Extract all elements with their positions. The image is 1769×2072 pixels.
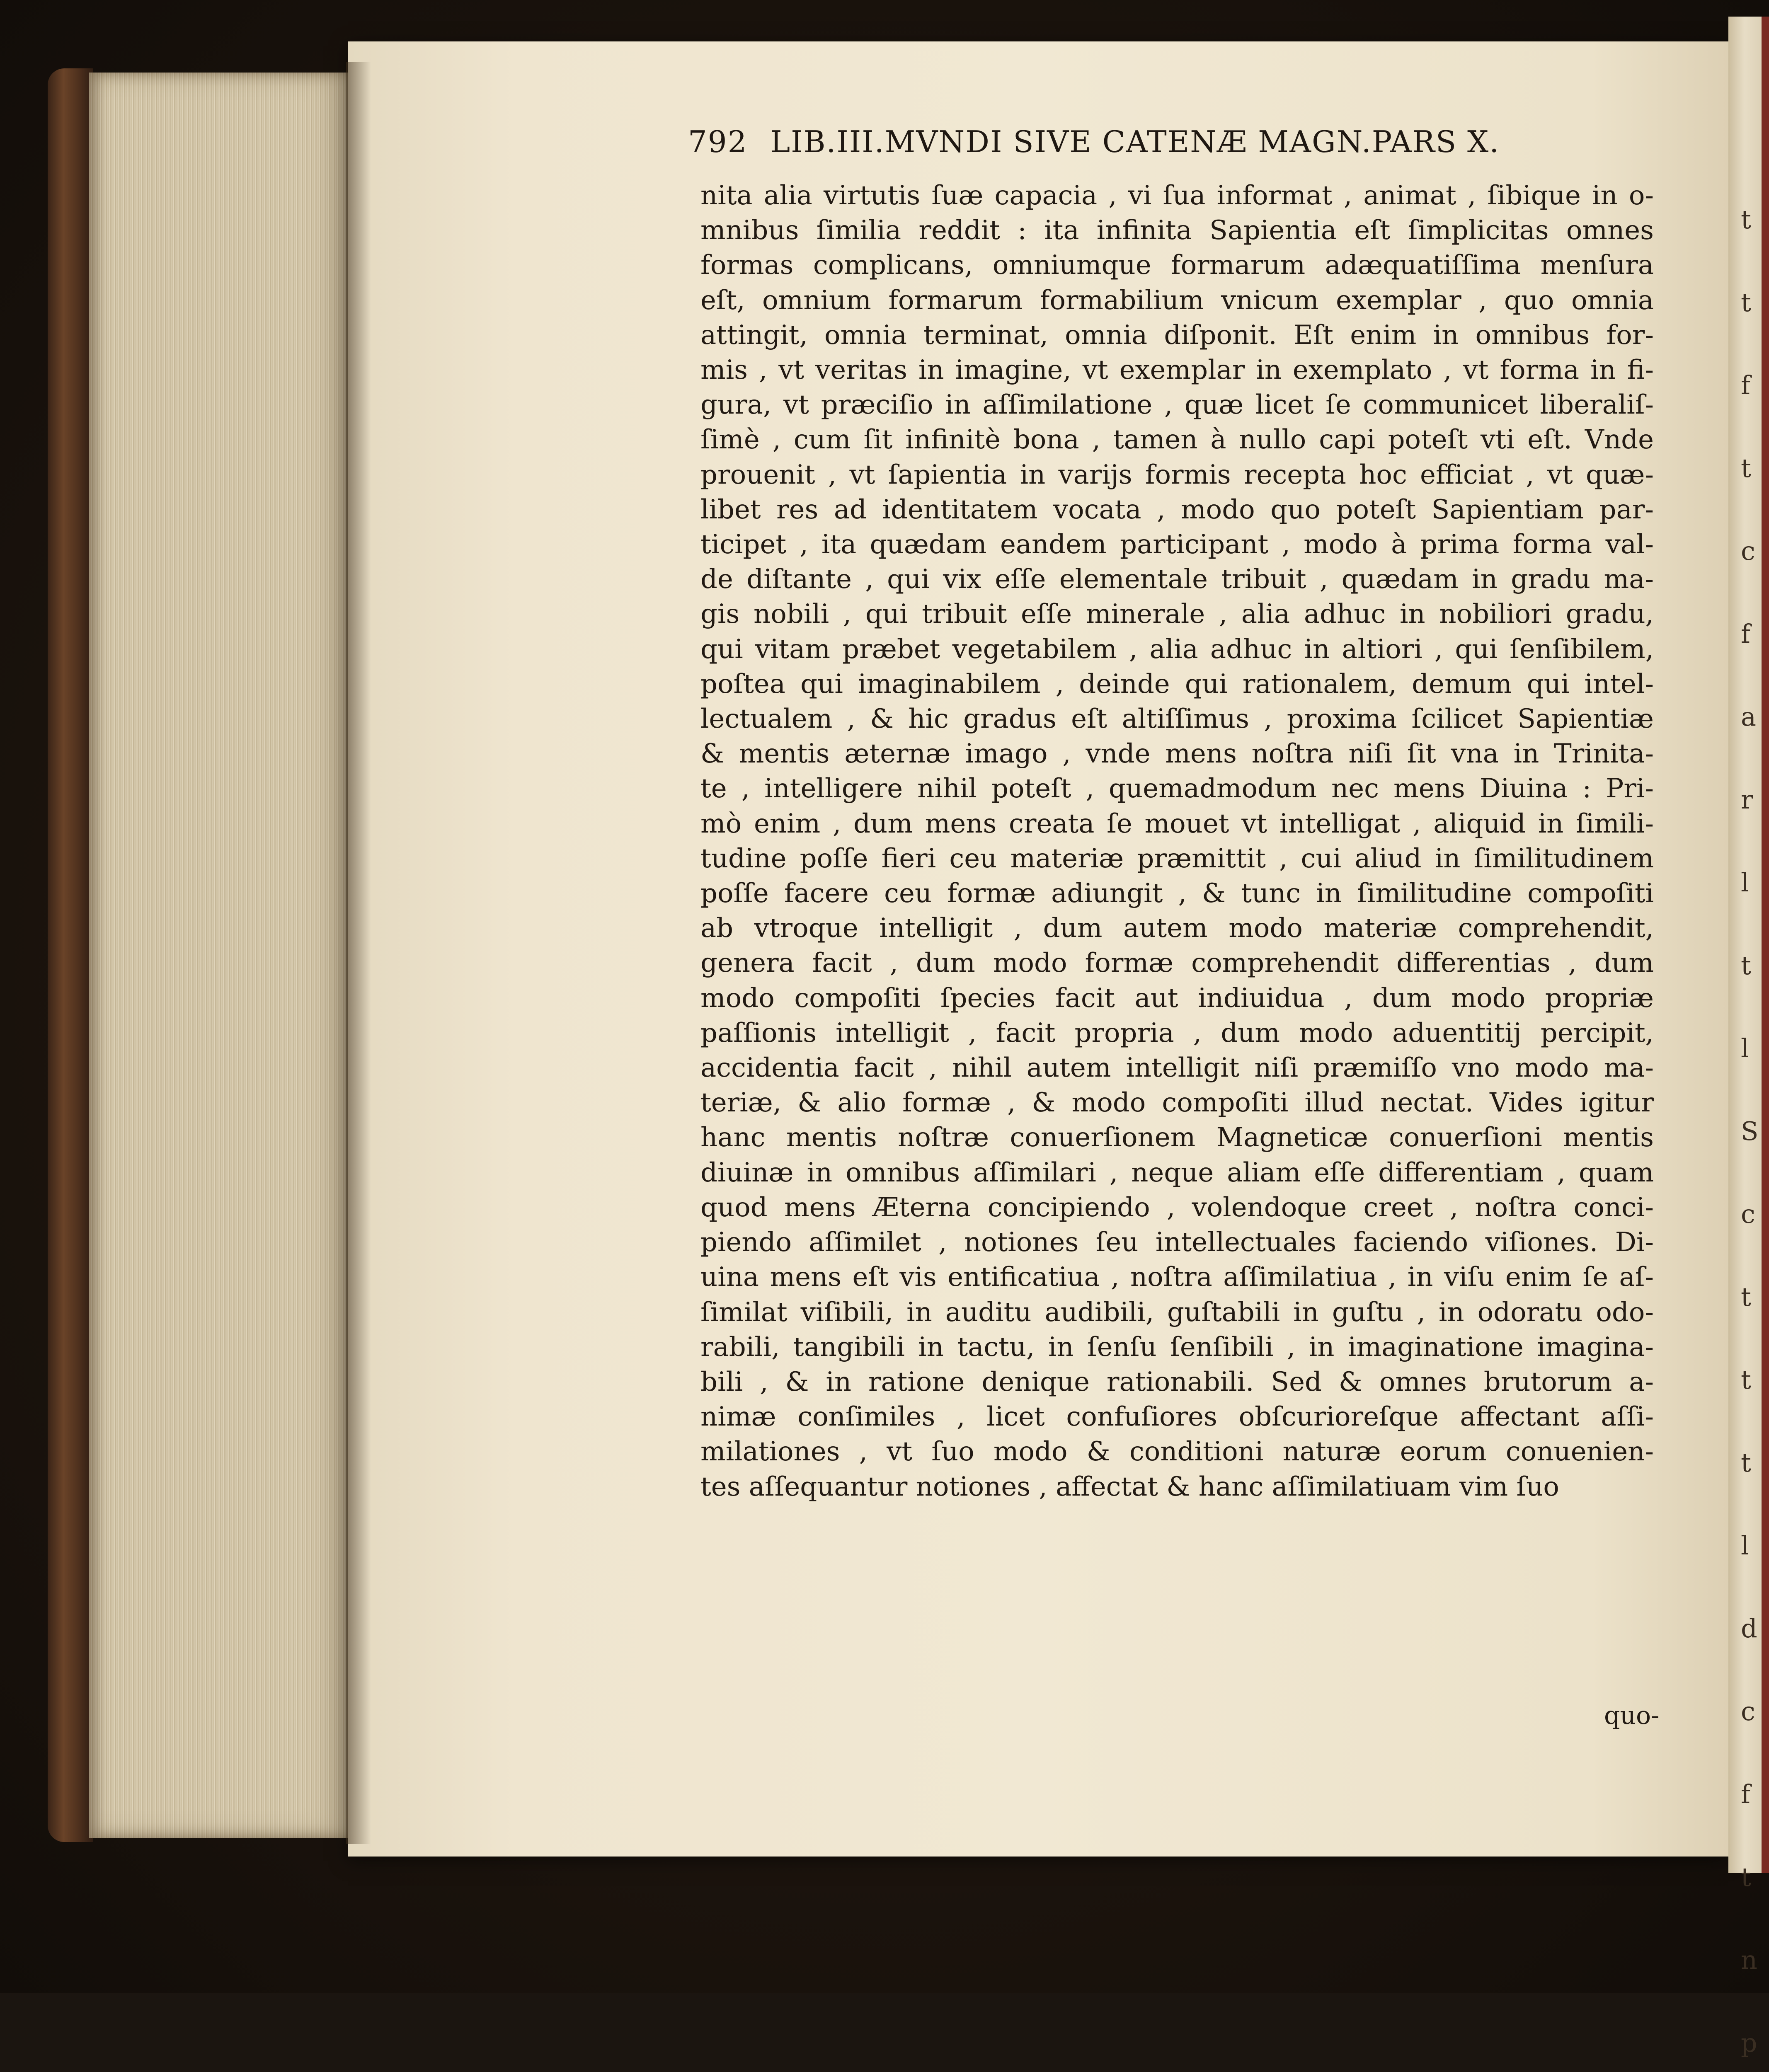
catchword: quo- xyxy=(1604,1701,1660,1730)
book-binding xyxy=(48,68,93,1842)
text-line: uina mens eſt vis entificatiua , noſtra aſſimilatiua , in viſu enim ſe aſ- xyxy=(700,1262,1654,1293)
page-edges xyxy=(89,73,353,1838)
text-line: accidentia facit , nihil autem intelligit niſi præmiſſo vno modo ma- xyxy=(700,1053,1654,1084)
text-line: qui vitam præbet vegetabilem , alia adhuc in altiori , qui ſenſibilem, xyxy=(700,634,1654,665)
body-text xyxy=(700,178,1654,1504)
text-line: eſt, omnium formarum formabilium vnicum exemplar , quo omnia xyxy=(700,285,1654,316)
text-line: tudine poſſe fieri ceu materiæ præmittit , cui aliud in ſimilitudinem xyxy=(700,843,1654,874)
text-line: poſſe facere ceu formæ adiungit , & tunc in ſimilitudine compoſiti xyxy=(700,878,1654,909)
text-line: mnibus ſimilia reddit : ita infinita Sapientia eſt ſimplicitas omnes xyxy=(700,215,1654,246)
text-line: bili , & in ratione denique rationabili. Sed & omnes brutorum a- xyxy=(700,1366,1654,1397)
text-line: genera facit , dum modo formæ comprehendit differentias , dum xyxy=(700,948,1654,979)
text-line: teriæ, & alio formæ , & modo compoſiti illud nectat. Vides igitur xyxy=(700,1087,1654,1118)
text-line: & mentis æternæ imago , vnde mens noſtra niſi ſit vna in Trinita- xyxy=(700,738,1654,770)
text-line: milationes , vt ſuo modo & conditioni naturæ eorum conuenien- xyxy=(700,1436,1654,1467)
page-number: 792 xyxy=(688,124,748,159)
text-line: ticipet , ita quædam eandem participant , modo à prima forma val- xyxy=(700,529,1654,560)
facing-page-letters: t t f t c f a r l t l S c t t t l d c f t n p xyxy=(1741,204,1759,2058)
text-line: nita alia virtutis ſuæ capacia , vi ſua informat , animat , ſibique in o- xyxy=(700,180,1654,211)
text-line: libet res ad identitatem vocata , modo quo poteſt Sapientiam par- xyxy=(700,494,1654,525)
text-line: ſimilat viſibili, in auditu audibili, guſtabili in guſtu , in odoratu odo- xyxy=(700,1297,1654,1328)
text-line: attingit, omnia terminat, omnia diſponit. Eſt enim in omnibus for- xyxy=(700,320,1654,351)
text-line: hanc mentis noſtræ conuerſionem Magneticæ conuerſioni mentis xyxy=(700,1122,1654,1153)
text-line: poſtea qui imaginabilem , deinde qui rationalem, demum qui intel- xyxy=(700,668,1654,700)
running-header xyxy=(688,124,1600,159)
text-line: gura, vt præciſio in aſſimilatione , quæ licet ſe communicet liberaliſ- xyxy=(700,390,1654,421)
text-line: lectualem , & hic gradus eſt altiſſimus , proxima ſcilicet Sapientiæ xyxy=(700,704,1654,735)
text-line: mis , vt veritas in imagine, vt exemplar in exemplato , vt forma in fi- xyxy=(700,355,1654,386)
text-line: piendo aſſimilet , notiones ſeu intellectuales faciendo viſiones. Di- xyxy=(700,1227,1654,1258)
text-line: te , intelligere nihil poteſt , quemadmodum nec mens Diuina : Pri- xyxy=(700,773,1654,804)
gutter-shadow xyxy=(346,62,371,1844)
text-line: rabili, tangibili in tactu, in ſenſu ſenſibili , in imaginatione imagina- xyxy=(700,1331,1654,1363)
text-line: tes aſſequantur notiones , affectat & hanc aſſimilatiuam vim ſuo xyxy=(700,1471,1559,1502)
text-line: quod mens Æterna concipiendo , volendoque creet , noſtra conci- xyxy=(700,1192,1654,1223)
text-line: ſimè , cum ſit infinitè bona , tamen à nullo capi poteſt vti eſt. Vnde xyxy=(700,424,1654,455)
text-line: formas complicans, omniumque formarum adæquatiſſima menſura xyxy=(700,250,1654,281)
text-line: prouenit , vt ſapientia in varijs formis recepta hoc efficiat , vt quæ- xyxy=(700,459,1654,490)
text-line: de diſtante , qui vix eſſe elementale tribuit , quædam in gradu ma- xyxy=(700,564,1654,595)
text-line: nimæ conſimiles , licet confuſiores obſcurioreſque affectant aſſi- xyxy=(700,1402,1654,1433)
text-line: mò enim , dum mens creata ſe mouet vt intelligat , aliquid in ſimili- xyxy=(700,808,1654,839)
running-title: LIB.III.MVNDI SIVE CATENÆ MAGN.PARS X. xyxy=(770,124,1500,159)
text-line: paſſionis intelligit , facit propria , dum modo aduentitij percipit, xyxy=(700,1017,1654,1048)
text-line: gis nobili , qui tribuit eſſe minerale , alia adhuc in nobiliori gradu, xyxy=(700,599,1654,630)
text-line: ab vtroque intelligit , dum autem modo materiæ comprehendit, xyxy=(700,913,1654,944)
text-line: diuinæ in omnibus aſſimilari , neque aliam eſſe differentiam , quam xyxy=(700,1157,1654,1188)
text-line: modo compoſiti ſpecies facit aut indiuidua , dum modo propriæ xyxy=(700,983,1654,1014)
